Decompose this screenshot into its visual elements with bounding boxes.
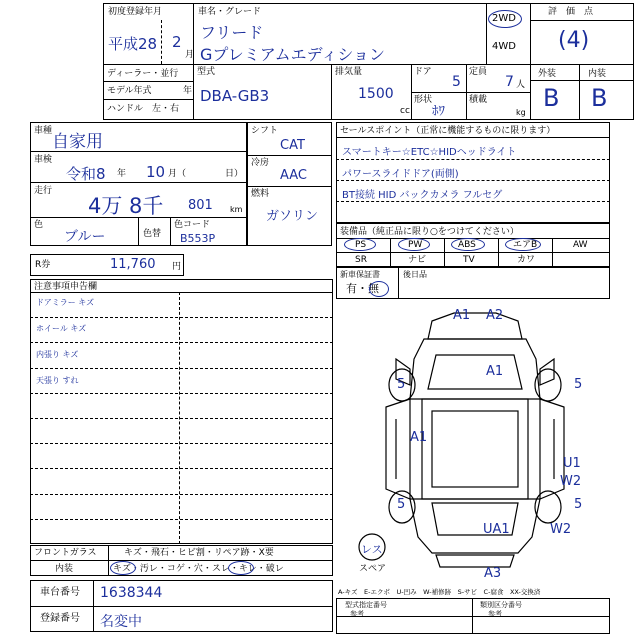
- damage-mark: 5: [397, 377, 406, 392]
- type-value: DBA-GB3: [200, 87, 270, 105]
- equipment-leather: カワ: [517, 255, 536, 265]
- damage-legend: A-キズ E-エクボ U-凹み W-補修跡 S-サビ C-腐食 XX-交換済: [338, 588, 541, 596]
- color-label: 色: [34, 220, 44, 230]
- type-designation-label: 型式指定番号: [345, 601, 387, 609]
- exterior-grade: B: [543, 84, 560, 112]
- note-row-divider: [30, 393, 333, 394]
- category-label: 車種: [34, 126, 53, 136]
- equipment-sr: SR: [355, 255, 367, 265]
- classification-label: 類別区分番号: [480, 601, 522, 609]
- capacity-unit: 人: [516, 80, 526, 90]
- warranty-none-circle: [369, 281, 389, 297]
- score-value: (4): [558, 28, 590, 53]
- equipment-aw: AW: [573, 240, 588, 250]
- inspection-month: 10: [146, 163, 166, 181]
- mileage-main: 4万 8千: [88, 194, 164, 218]
- ac-label: 冷房: [251, 158, 270, 168]
- fuel-label: 燃料: [251, 189, 270, 199]
- mileage-sub: 801: [188, 198, 213, 213]
- registration-value: 名変中: [100, 614, 142, 630]
- reference-label: 参考: [488, 610, 502, 618]
- note-line: 天張り すれ: [36, 376, 79, 385]
- damage-mark: 5: [574, 497, 583, 512]
- score-label: 評 価 点: [548, 7, 594, 17]
- doors-value: 5: [452, 74, 461, 90]
- note-row-divider: [30, 494, 333, 495]
- equipment-ps: PS: [355, 240, 367, 250]
- damage-mark: UA1: [483, 522, 510, 537]
- note-row-divider: [30, 368, 333, 369]
- warranty-value: 有・無: [346, 282, 379, 295]
- km-unit: km: [230, 205, 243, 214]
- equipment-abs: ABS: [458, 240, 476, 250]
- interior-scratch-circle: [110, 561, 136, 575]
- sales-points-label: セールスポイント（正常に機能するものに限ります）: [340, 126, 556, 136]
- shape-label: 形状: [414, 95, 433, 105]
- sales-point-line: パワースライドドア(両側): [342, 169, 459, 180]
- front-glass-label: フロントガラス: [34, 548, 97, 558]
- note-row-divider: [30, 317, 333, 318]
- first-reg-label: 初度登録年月: [108, 7, 163, 17]
- paint-label: 色替: [143, 229, 162, 239]
- warranty-label: 新車保証書: [340, 270, 380, 279]
- note-row-divider: [30, 443, 333, 444]
- registration-label: 登録番号: [40, 613, 80, 624]
- drive-4wd: 4WD: [492, 41, 516, 52]
- equipment-tv: TV: [463, 255, 475, 265]
- note-row-divider: [30, 468, 333, 469]
- note-row-divider: [30, 418, 333, 419]
- damage-mark: A2: [486, 308, 504, 323]
- first-reg-month: 2: [172, 33, 182, 51]
- color-value: ブルー: [64, 229, 106, 245]
- record-label: 後日品: [403, 270, 427, 279]
- note-row-divider: [30, 342, 333, 343]
- ac-value: AAC: [280, 168, 307, 183]
- pw-circle: [398, 238, 430, 251]
- equipment-airbag: エアB: [513, 240, 538, 250]
- chassis-label: 車台番号: [40, 587, 80, 598]
- equipment-navi: ナビ: [408, 255, 427, 265]
- grade: Gプレミアムエディション: [200, 45, 386, 64]
- type-label: 型式: [197, 67, 216, 77]
- damage-mark: W2: [550, 522, 572, 537]
- recycle-value: 11,760: [110, 257, 156, 272]
- exterior-label: 外装: [538, 69, 557, 79]
- fuel-value: ガソリン: [266, 209, 319, 224]
- inspection-year-unit: 年: [117, 169, 127, 179]
- capacity-label: 定員: [469, 67, 488, 77]
- front-glass-options: キズ・飛石・ヒビ割・リペア跡・X要: [124, 548, 274, 558]
- handle-label: ハンドル 左・右: [107, 104, 180, 114]
- inspection-day-unit: 日）: [225, 169, 244, 179]
- spare-label: スペア: [359, 564, 387, 574]
- sales-point-line: BT接続 HID バックカメラ フルセグ: [342, 190, 503, 201]
- note-line: ドアミラー キズ: [36, 298, 95, 307]
- displacement-value: 1500: [358, 86, 394, 102]
- color-code-label: 色コード: [174, 220, 211, 230]
- airbag-circle: [505, 238, 541, 251]
- interior-wear-circle: [228, 561, 254, 575]
- equipment-pw: PW: [408, 240, 423, 250]
- notes-label: 注意事項申告欄: [34, 282, 98, 292]
- doors-label: ドア: [414, 67, 432, 77]
- color-code-value: B553P: [180, 232, 216, 245]
- kg-unit: kg: [516, 108, 526, 117]
- interior-cond-label: 内装: [55, 564, 74, 574]
- inspection-label: 車検: [34, 155, 53, 165]
- category-value: 自家用: [52, 132, 103, 152]
- note-row-divider: [30, 519, 333, 520]
- abs-circle: [451, 238, 485, 251]
- reference-label: 参考: [350, 610, 364, 618]
- note-line: ホイール キズ: [36, 324, 87, 333]
- inspection-era: 令和8: [66, 165, 106, 183]
- interior-label: 内装: [588, 69, 607, 79]
- first-reg-era: 平成28: [108, 35, 158, 53]
- month-unit: 月: [185, 50, 195, 60]
- damage-mark: A3: [484, 566, 502, 581]
- inspection-month-unit: 月（: [168, 169, 187, 179]
- damage-mark: A1: [486, 364, 504, 379]
- shape-value: ﾎﾜ: [432, 104, 445, 119]
- equipment-label: 装備品（純正品に限り○をつけてください）: [340, 227, 519, 237]
- name-grade-label: 車名・グレード: [198, 7, 262, 17]
- note-line: 内張り キズ: [36, 350, 79, 359]
- notes-panel: [30, 279, 333, 544]
- car-name: フリード: [200, 23, 264, 42]
- interior-grade: B: [591, 84, 608, 112]
- damage-mark: 5: [397, 497, 406, 512]
- shift-value: CAT: [280, 138, 305, 153]
- ps-circle: [344, 238, 376, 251]
- mileage-label: 走行: [34, 186, 53, 196]
- interior-options: キズ・汚レ・コゲ・穴・スレ・キレ・破レ: [113, 564, 284, 574]
- shift-label: シフト: [251, 126, 279, 136]
- year-unit: 年: [183, 86, 193, 96]
- load-label: 積載: [469, 95, 488, 105]
- capacity-value: 7: [505, 74, 514, 90]
- damage-mark: A1: [410, 430, 428, 445]
- damage-mark: 5: [574, 377, 583, 392]
- damage-mark: U1: [563, 456, 581, 471]
- recycle-unit: 円: [172, 262, 182, 272]
- model-year-label: モデル年式: [107, 86, 152, 96]
- damage-mark: W2: [560, 474, 582, 489]
- sales-point-line: スマートキー☆ETC☆HIDヘッドライト: [342, 147, 517, 158]
- recycle-label: R券: [35, 260, 51, 270]
- spare-mark: レス: [361, 543, 383, 556]
- cc-unit: cc: [400, 106, 410, 116]
- chassis-value: 1638344: [100, 585, 163, 601]
- drive-2wd: 2WD: [492, 13, 516, 24]
- dealer-label: ディーラー・並行: [107, 69, 179, 79]
- recycle-panel: [30, 254, 184, 276]
- damage-mark: A1: [453, 308, 471, 323]
- displacement-label: 排気量: [335, 67, 363, 77]
